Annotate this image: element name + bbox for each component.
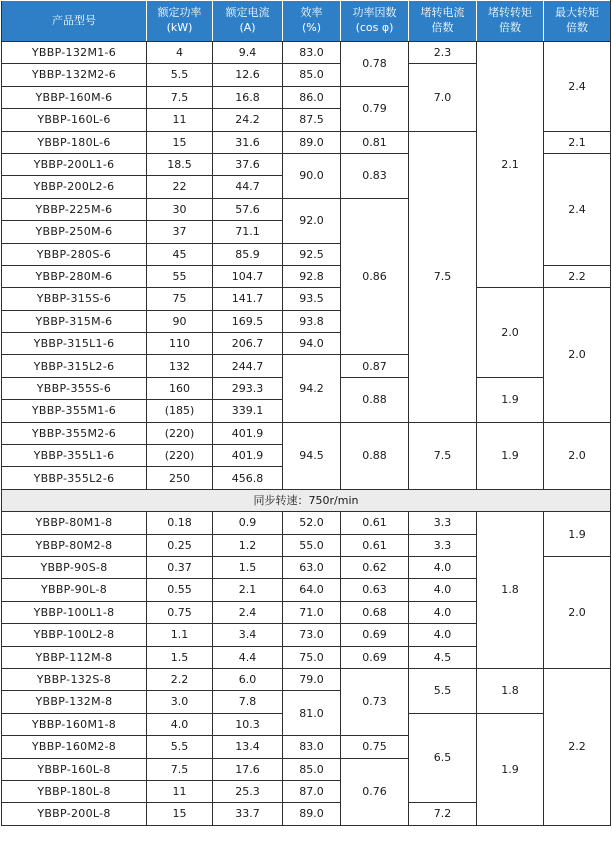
locked-torque-cell: 1.9 (477, 422, 544, 489)
power-cell: 30 (147, 198, 213, 220)
current-cell: 17.6 (213, 758, 283, 780)
current-cell: 9.4 (213, 42, 283, 64)
locked-torque-cell: 2.1 (477, 42, 544, 288)
locked-torque-cell: 1.8 (477, 668, 544, 713)
power-cell: 1.5 (147, 646, 213, 668)
power-factor-cell: 0.75 (341, 736, 409, 758)
model-cell: YBBP-280S-6 (2, 243, 147, 265)
current-cell: 37.6 (213, 153, 283, 175)
current-cell: 31.6 (213, 131, 283, 153)
motor-spec-table (1, 0, 611, 826)
col-header-locked-current-label: 堵转电流 (420, 6, 465, 20)
col-header-current-unit: (A) (239, 21, 256, 34)
table-row (2, 512, 611, 534)
current-cell: 44.7 (213, 176, 283, 198)
col-header-current-label: 额定电流 (225, 6, 270, 20)
current-cell: 57.6 (213, 198, 283, 220)
power-cell: 75 (147, 288, 213, 310)
model-cell: YBBP-315L2-6 (2, 355, 147, 377)
max-torque-cell: 2.0 (544, 556, 611, 668)
col-header-locked-torque (477, 1, 544, 42)
power-cell: 55 (147, 265, 213, 287)
current-cell: 401.9 (213, 445, 283, 467)
max-torque-cell: 2.4 (544, 42, 611, 132)
power-cell: 0.37 (147, 556, 213, 578)
current-cell: 1.5 (213, 556, 283, 578)
model-cell: YBBP-100L2-8 (2, 624, 147, 646)
power-cell: 0.25 (147, 534, 213, 556)
model-cell: YBBP-132M2-6 (2, 64, 147, 86)
locked-current-cell: 4.0 (409, 579, 477, 601)
current-cell: 244.7 (213, 355, 283, 377)
power-cell: 2.2 (147, 668, 213, 690)
power-cell: 250 (147, 467, 213, 489)
efficiency-cell: 89.0 (283, 131, 341, 153)
power-factor-cell: 0.79 (341, 86, 409, 131)
model-cell: YBBP-132S-8 (2, 668, 147, 690)
efficiency-cell: 92.5 (283, 243, 341, 265)
current-cell: 3.4 (213, 624, 283, 646)
header-row (2, 1, 611, 42)
current-cell: 339.1 (213, 400, 283, 422)
power-factor-cell: 0.76 (341, 758, 409, 825)
power-cell: 5.5 (147, 64, 213, 86)
current-cell: 0.9 (213, 512, 283, 534)
locked-current-cell: 7.0 (409, 64, 477, 131)
power-cell: 110 (147, 333, 213, 355)
efficiency-cell: 85.0 (283, 758, 341, 780)
model-cell: YBBP-80M2-8 (2, 534, 147, 556)
model-cell: YBBP-90L-8 (2, 579, 147, 601)
power-cell: 7.5 (147, 758, 213, 780)
current-cell: 24.2 (213, 109, 283, 131)
current-cell: 293.3 (213, 377, 283, 399)
model-cell: YBBP-132M-8 (2, 691, 147, 713)
power-factor-cell: 0.88 (341, 422, 409, 489)
current-cell: 33.7 (213, 803, 283, 825)
model-cell: YBBP-80M1-8 (2, 512, 147, 534)
current-cell: 6.0 (213, 668, 283, 690)
col-header-power-factor-unit: (cos φ) (355, 21, 394, 34)
model-cell: YBBP-315L1-6 (2, 333, 147, 355)
power-factor-cell: 0.88 (341, 377, 409, 422)
current-cell: 71.1 (213, 221, 283, 243)
col-header-power-label: 额定功率 (157, 6, 202, 20)
efficiency-cell: 93.5 (283, 288, 341, 310)
section-label: 同步转速：750r/min (2, 489, 611, 511)
max-torque-cell: 2.0 (544, 288, 611, 422)
power-factor-cell: 0.87 (341, 355, 409, 377)
power-cell: 160 (147, 377, 213, 399)
efficiency-cell: 64.0 (283, 579, 341, 601)
current-cell: 12.6 (213, 64, 283, 86)
model-cell: YBBP-100L1-8 (2, 601, 147, 623)
efficiency-cell: 73.0 (283, 624, 341, 646)
power-cell: 0.75 (147, 601, 213, 623)
model-cell: YBBP-315S-6 (2, 288, 147, 310)
locked-current-cell: 2.3 (409, 42, 477, 64)
power-factor-cell: 0.62 (341, 556, 409, 578)
model-cell: YBBP-90S-8 (2, 556, 147, 578)
current-cell: 104.7 (213, 265, 283, 287)
power-cell: 11 (147, 109, 213, 131)
current-cell: 401.9 (213, 422, 283, 444)
max-torque-cell: 1.9 (544, 512, 611, 557)
efficiency-cell: 81.0 (283, 691, 341, 736)
max-torque-cell: 2.1 (544, 131, 611, 153)
model-cell: YBBP-160M-6 (2, 86, 147, 108)
power-cell: 0.55 (147, 579, 213, 601)
current-cell: 85.9 (213, 243, 283, 265)
efficiency-cell: 94.0 (283, 333, 341, 355)
power-factor-cell: 0.61 (341, 534, 409, 556)
table-row (2, 288, 611, 310)
model-cell: YBBP-355M1-6 (2, 400, 147, 422)
table-row (2, 42, 611, 64)
locked-current-cell: 6.5 (409, 713, 477, 803)
locked-current-cell: 4.0 (409, 601, 477, 623)
power-factor-cell: 0.68 (341, 601, 409, 623)
current-cell: 10.3 (213, 713, 283, 735)
model-cell: YBBP-132M1-6 (2, 42, 147, 64)
current-cell: 141.7 (213, 288, 283, 310)
efficiency-cell: 85.0 (283, 64, 341, 86)
efficiency-cell: 87.0 (283, 780, 341, 802)
power-cell: 1.1 (147, 624, 213, 646)
max-torque-cell: 2.0 (544, 422, 611, 489)
model-cell: YBBP-200L-8 (2, 803, 147, 825)
model-cell: YBBP-160L-8 (2, 758, 147, 780)
efficiency-cell: 63.0 (283, 556, 341, 578)
max-torque-cell: 2.2 (544, 265, 611, 287)
current-cell: 206.7 (213, 333, 283, 355)
power-cell: (185) (147, 400, 213, 422)
col-header-efficiency-label: 效率 (300, 6, 323, 20)
locked-current-cell: 3.3 (409, 512, 477, 534)
efficiency-cell: 87.5 (283, 109, 341, 131)
locked-current-cell: 7.2 (409, 803, 477, 825)
power-factor-cell: 0.69 (341, 646, 409, 668)
col-header-max-torque-label: 最大转矩 (555, 6, 599, 20)
model-cell: YBBP-180L-8 (2, 780, 147, 802)
power-cell: 15 (147, 131, 213, 153)
power-cell: 4.0 (147, 713, 213, 735)
model-cell: YBBP-200L2-6 (2, 176, 147, 198)
col-header-power-unit: (kW) (166, 21, 193, 34)
model-cell: YBBP-315M-6 (2, 310, 147, 332)
power-cell: 45 (147, 243, 213, 265)
table-row (2, 422, 611, 444)
power-factor-cell: 0.63 (341, 579, 409, 601)
model-cell: YBBP-160M1-8 (2, 713, 147, 735)
model-cell: YBBP-200L1-6 (2, 153, 147, 175)
locked-torque-cell: 1.9 (477, 713, 544, 825)
model-cell: YBBP-280M-6 (2, 265, 147, 287)
power-cell: 15 (147, 803, 213, 825)
col-header-efficiency (283, 1, 341, 42)
current-cell: 25.3 (213, 780, 283, 802)
current-cell: 1.2 (213, 534, 283, 556)
power-factor-cell: 0.78 (341, 42, 409, 87)
current-cell: 7.8 (213, 691, 283, 713)
model-cell: YBBP-160L-6 (2, 109, 147, 131)
power-factor-cell: 0.81 (341, 131, 409, 153)
table-row (2, 668, 611, 690)
locked-current-cell: 5.5 (409, 668, 477, 713)
efficiency-cell: 92.8 (283, 265, 341, 287)
current-cell: 16.8 (213, 86, 283, 108)
locked-current-cell: 3.3 (409, 534, 477, 556)
locked-torque-cell: 1.8 (477, 512, 544, 669)
locked-current-cell: 7.5 (409, 422, 477, 489)
col-header-locked-current (409, 1, 477, 42)
col-header-current (213, 1, 283, 42)
max-torque-cell: 2.2 (544, 668, 611, 825)
power-factor-cell: 0.83 (341, 153, 409, 198)
col-header-model-label: 产品型号 (52, 13, 96, 27)
locked-torque-cell: 2.0 (477, 288, 544, 378)
col-header-power-factor (341, 1, 409, 42)
power-factor-cell: 0.61 (341, 512, 409, 534)
efficiency-cell: 83.0 (283, 736, 341, 758)
power-cell: 4 (147, 42, 213, 64)
power-cell: (220) (147, 422, 213, 444)
efficiency-cell: 94.2 (283, 355, 341, 422)
table-header (2, 1, 611, 42)
model-cell: YBBP-112M-8 (2, 646, 147, 668)
col-header-locked-torque-unit: 倍数 (499, 21, 521, 34)
table-body (2, 42, 611, 826)
locked-current-cell: 4.0 (409, 556, 477, 578)
col-header-max-torque-unit: 倍数 (566, 21, 588, 34)
power-cell: 22 (147, 176, 213, 198)
model-cell: YBBP-355L1-6 (2, 445, 147, 467)
efficiency-cell: 75.0 (283, 646, 341, 668)
power-cell: 18.5 (147, 153, 213, 175)
col-header-power (147, 1, 213, 42)
current-cell: 169.5 (213, 310, 283, 332)
power-cell: (220) (147, 445, 213, 467)
model-cell: YBBP-180L-6 (2, 131, 147, 153)
power-cell: 5.5 (147, 736, 213, 758)
max-torque-cell: 2.4 (544, 153, 611, 265)
efficiency-cell: 86.0 (283, 86, 341, 108)
section-row (2, 489, 611, 511)
col-header-model (2, 1, 147, 42)
model-cell: YBBP-355S-6 (2, 377, 147, 399)
efficiency-cell: 90.0 (283, 153, 341, 198)
col-header-locked-torque-label: 堵转转矩 (488, 6, 532, 20)
efficiency-cell: 89.0 (283, 803, 341, 825)
efficiency-cell: 83.0 (283, 42, 341, 64)
power-cell: 0.18 (147, 512, 213, 534)
efficiency-cell: 71.0 (283, 601, 341, 623)
model-cell: YBBP-250M-6 (2, 221, 147, 243)
col-header-locked-current-unit: 倍数 (431, 21, 454, 34)
power-cell: 11 (147, 780, 213, 802)
model-cell: YBBP-160M2-8 (2, 736, 147, 758)
efficiency-cell: 55.0 (283, 534, 341, 556)
current-cell: 456.8 (213, 467, 283, 489)
efficiency-cell: 94.5 (283, 422, 341, 489)
current-cell: 2.4 (213, 601, 283, 623)
locked-current-cell: 7.5 (409, 131, 477, 422)
col-header-max-torque (544, 1, 611, 42)
power-cell: 132 (147, 355, 213, 377)
col-header-power-factor-label: 功率因数 (352, 6, 397, 20)
efficiency-cell: 93.8 (283, 310, 341, 332)
model-cell: YBBP-355M2-6 (2, 422, 147, 444)
power-cell: 37 (147, 221, 213, 243)
locked-current-cell: 4.5 (409, 646, 477, 668)
locked-torque-cell: 1.9 (477, 377, 544, 422)
power-cell: 90 (147, 310, 213, 332)
col-header-efficiency-unit: (%) (301, 21, 322, 34)
model-cell: YBBP-225M-6 (2, 198, 147, 220)
model-cell: YBBP-355L2-6 (2, 467, 147, 489)
current-cell: 2.1 (213, 579, 283, 601)
current-cell: 4.4 (213, 646, 283, 668)
locked-current-cell: 4.0 (409, 624, 477, 646)
current-cell: 13.4 (213, 736, 283, 758)
efficiency-cell: 79.0 (283, 668, 341, 690)
power-cell: 7.5 (147, 86, 213, 108)
power-factor-cell: 0.86 (341, 198, 409, 355)
efficiency-cell: 52.0 (283, 512, 341, 534)
power-cell: 3.0 (147, 691, 213, 713)
power-factor-cell: 0.73 (341, 668, 409, 735)
power-factor-cell: 0.69 (341, 624, 409, 646)
efficiency-cell: 92.0 (283, 198, 341, 243)
